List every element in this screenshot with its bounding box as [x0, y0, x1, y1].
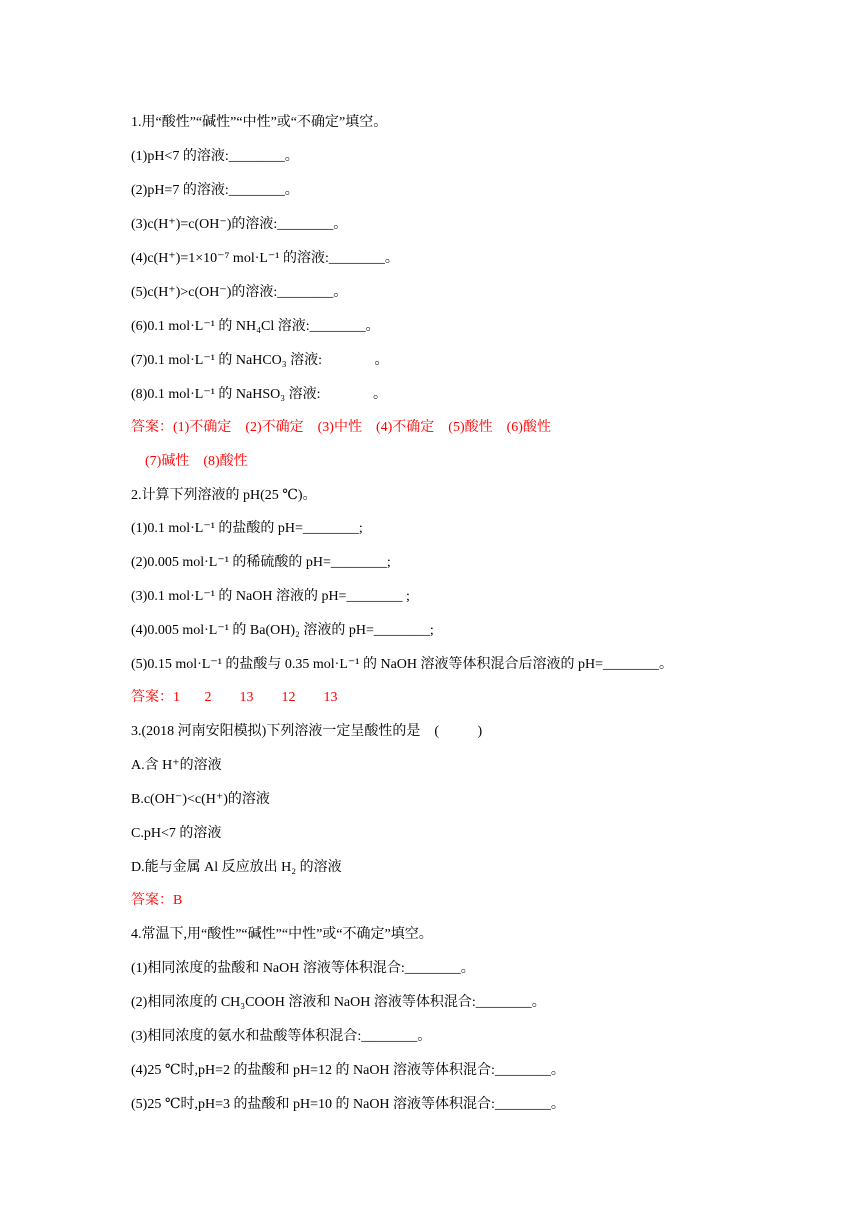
- question-2-item-2: (2)0.005 mol·L⁻¹ 的稀硫酸的 pH=________;: [131, 555, 391, 570]
- question-1-item-7: (7)0.1 mol·L⁻¹ 的 NaHCO₃ 溶液: 。: [131, 353, 389, 368]
- question-2-item-3: (3)0.1 mol·L⁻¹ 的 NaOH 溶液的 pH=________ ;: [131, 589, 410, 604]
- question-2-answer: 答案：1 2 13 12 13: [131, 690, 338, 705]
- question-1-item-1: (1)pH<7 的溶液:________。: [131, 149, 299, 164]
- question-3-stem: 3.(2018 河南安阳模拟)下列溶液一定呈酸性的是 ( ): [131, 724, 483, 739]
- question-3-answer: 答案：B: [131, 893, 183, 908]
- question-2-stem: 2.计算下列溶液的 pH(25 ℃)。: [131, 488, 317, 503]
- question-2-item-4: (4)0.005 mol·L⁻¹ 的 Ba(OH)₂ 溶液的 pH=________;: [131, 623, 434, 638]
- question-1-item-5: (5)c(H⁺)>c(OH⁻)的溶液:________。: [131, 285, 348, 300]
- question-1-answer-continued: (7)碱性 (8)酸性: [145, 454, 248, 469]
- question-4-item-4: (4)25 ℃时,pH=2 的盐酸和 pH=12 的 NaOH 溶液等体积混合:________。: [131, 1063, 565, 1078]
- question-4-item-5: (5)25 ℃时,pH=3 的盐酸和 pH=10 的 NaOH 溶液等体积混合:________。: [131, 1097, 565, 1112]
- question-4-item-3: (3)相同浓度的氨水和盐酸等体积混合:________。: [131, 1029, 432, 1044]
- question-3-option-d: D.能与金属 Al 反应放出 H₂ 的溶液: [131, 860, 342, 875]
- question-3-option-a: A.含 H⁺的溶液: [131, 758, 222, 773]
- question-2-item-1: (1)0.1 mol·L⁻¹ 的盐酸的 pH=________;: [131, 521, 363, 536]
- question-1-stem: 1.用“酸性”“碱性”“中性”或“不确定”填空。: [131, 115, 388, 130]
- question-4-stem: 4.常温下,用“酸性”“碱性”“中性”或“不确定”填空。: [131, 927, 433, 942]
- question-3-option-c: C.pH<7 的溶液: [131, 826, 222, 841]
- question-1-answer: 答案：(1)不确定 (2)不确定 (3)中性 (4)不确定 (5)酸性 (6)酸性: [131, 420, 551, 435]
- question-2-item-5: (5)0.15 mol·L⁻¹ 的盐酸与 0.35 mol·L⁻¹ 的 NaOH 溶液等体积混合后溶液的 pH=________。: [131, 657, 674, 672]
- question-1-item-6: (6)0.1 mol·L⁻¹ 的 NH₄Cl 溶液:________。: [131, 319, 380, 334]
- question-1-item-4: (4)c(H⁺)=1×10⁻⁷ mol·L⁻¹ 的溶液:________。: [131, 251, 399, 266]
- question-3-option-b: B.c(OH⁻)<c(H⁺)的溶液: [131, 792, 270, 807]
- question-1-item-8: (8)0.1 mol·L⁻¹ 的 NaHSO₃ 溶液: 。: [131, 387, 388, 402]
- question-4-item-2: (2)相同浓度的 CH₃COOH 溶液和 NaOH 溶液等体积混合:________。: [131, 995, 546, 1010]
- question-1-item-3: (3)c(H⁺)=c(OH⁻)的溶液:________。: [131, 217, 348, 232]
- question-4-item-1: (1)相同浓度的盐酸和 NaOH 溶液等体积混合:________。: [131, 961, 475, 976]
- question-1-item-2: (2)pH=7 的溶液:________。: [131, 183, 299, 198]
